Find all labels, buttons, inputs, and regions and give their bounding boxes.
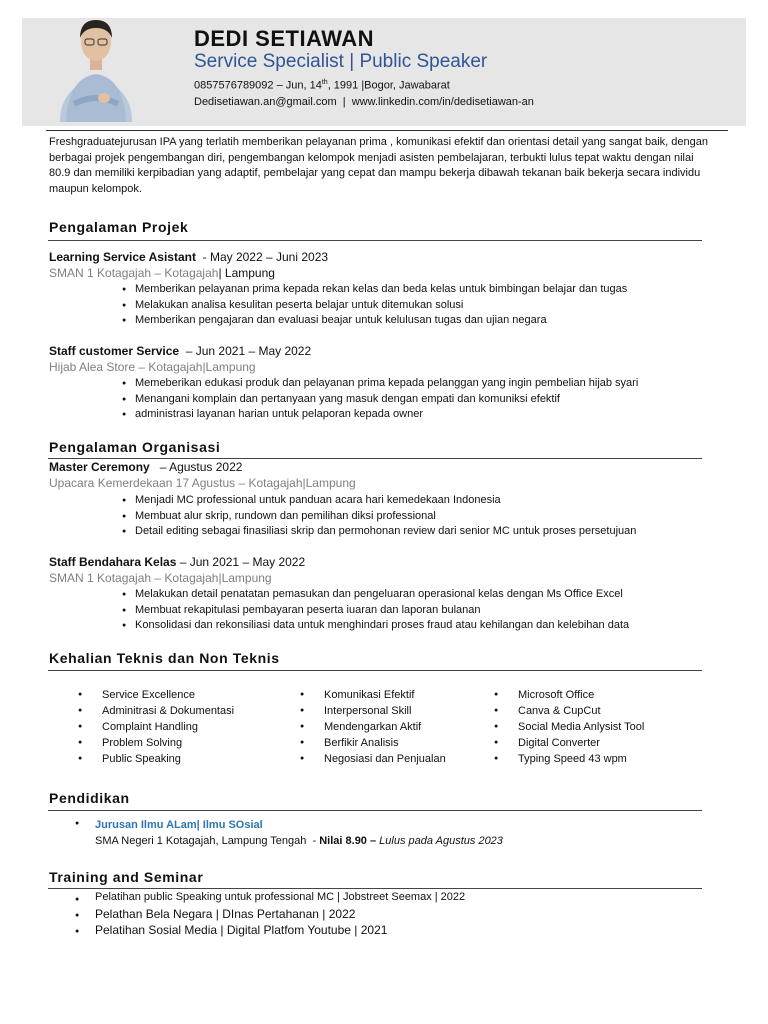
bullet: ● xyxy=(75,820,80,827)
list-item: ● Problem Solving xyxy=(78,735,234,751)
list-item: ● Digital Converter xyxy=(494,735,644,751)
linkedin-link[interactable]: www.linkedin.com/in/dedisetiawan-an xyxy=(351,96,534,108)
entry-title xyxy=(49,460,242,474)
entry-organization: SMAN 1 Kotagajah – Kotagajah|Lampung xyxy=(49,571,272,585)
list-item: ● Service Excellence xyxy=(78,687,234,703)
list-item: ● Menjadi MC professional untuk panduan acara hari kemedekaan Indonesia xyxy=(122,493,636,509)
contact-line xyxy=(194,79,450,92)
section-title-education: Pendidikan xyxy=(49,790,130,806)
entry-dates: – Agustus 2022 xyxy=(149,460,243,474)
list-item: ● Pelathan Bela Negara | DInas Pertahanan | 2022 xyxy=(75,906,387,922)
entry-location: | Lampung xyxy=(218,266,275,280)
list-item: ● Microsoft Office xyxy=(494,687,644,703)
section-divider xyxy=(48,458,702,459)
full-name: DEDI SETIAWAN xyxy=(194,26,375,51)
section-divider xyxy=(48,810,702,811)
list-item: ● Canva & CupCut xyxy=(494,703,644,719)
entry-org: SMAN 1 Kotagajah – Kotagajah xyxy=(49,266,219,280)
entry-organization: Hijab Alea Store – Kotagajah|Lampung xyxy=(49,360,256,374)
entry-bullets xyxy=(122,493,636,540)
list-item: ● Melakukan analisa kesulitan peserta belajar untuk ditemukan solusi xyxy=(122,298,627,314)
profile-summary: Freshgraduatejurusan IPA yang terlatih memberikan pelayanan prima , komunikasi efektif dan orientasi detail yang sangat baik, dengan berbagai projek pengembangan diri, pengembangan kelompok menjadi asisten pembelajaran, terbukti lulus tepat waktu dengan nilai 80.9 dan memiliki kerpibadian yang adaptif, pembelajar yang cepat dan mampu bekerja dibawah tekanan baik bekerja secara individu maupun kelompok. xyxy=(49,136,708,195)
entry-bullets xyxy=(122,587,629,634)
entry-dates: – Jun 2021 – May 2022 xyxy=(176,555,306,569)
entry-role: Staff customer Service xyxy=(49,344,180,358)
list-item: ● Pelatihan Sosial Media | Digital Platfom Youtube | 2021 xyxy=(75,922,387,938)
list-item: ● Konsolidasi dan rekonsiliasi data untuk menghindari proses fraud atau kehilangan dan kelebihan data xyxy=(122,618,629,634)
list-item: ● Pelatihan public Speaking untuk professional MC | Jobstreet Seemax | 2022 xyxy=(75,890,465,905)
contact-separator: | xyxy=(336,96,352,108)
entry-bullets xyxy=(122,376,638,423)
section-title-training: Training and Seminar xyxy=(49,869,204,885)
education-school: SMA Negeri 1 Kotagajah, Lampung Tengah - xyxy=(95,835,320,847)
list-item: ● Menangani komplain dan pertanyaan yang masuk dengan empati dan komuniksi efektif xyxy=(122,392,638,408)
header-divider xyxy=(46,130,728,131)
education-graduated: Lulus pada Agustus 2023 xyxy=(379,835,503,847)
entry-role: Staff Bendahara Kelas xyxy=(49,555,177,569)
dob-location: , 1991 |Bogor, Jawabarat xyxy=(327,79,450,92)
entry-dates: – Jun 2021 – May 2022 xyxy=(179,344,312,358)
section-title-organization: Pengalaman Organisasi xyxy=(49,439,221,455)
education-school-line xyxy=(95,835,503,847)
entry-title xyxy=(49,344,311,358)
section-title-skills: Kehalian Teknis dan Non Teknis xyxy=(49,650,280,666)
dob-superscript: th xyxy=(321,79,328,86)
list-item: ● Negosiasi dan Penjualan xyxy=(300,751,446,767)
section-divider xyxy=(48,670,702,671)
training-list-small xyxy=(75,890,465,905)
list-item: ● Berfikir Analisis xyxy=(300,735,446,751)
list-item: ● Typing Speed 43 wpm xyxy=(494,751,644,767)
phone-dob: 0857576789092 – Jun, 14 xyxy=(194,79,322,92)
entry-role: Learning Service Asistant xyxy=(49,250,196,264)
entry-organization: Upacara Kemerdekaan 17 Agustus – Kotagajah|Lampung xyxy=(49,476,356,490)
list-item: ● Komunikasi Efektif xyxy=(300,687,446,703)
entry-bullets xyxy=(122,282,627,329)
email-link[interactable]: Dedisetiawan.an@gmail.com xyxy=(194,96,337,108)
list-item: ● Complaint Handling xyxy=(78,719,234,735)
skills-column-2 xyxy=(300,687,446,767)
list-item: ● Membuat alur skrip, rundown dan pemilihan diksi professional xyxy=(122,509,636,525)
list-item: ● Adminitrasi & Dokumentasi xyxy=(78,703,234,719)
list-item: ● Detail editing sebagai finasiliasi skrip dan permohonan review dari senior MC untuk proses persetujuan xyxy=(122,524,636,540)
entry-title xyxy=(49,250,328,264)
entry-organization xyxy=(49,266,275,280)
education-grade: Nilai 8.90 – xyxy=(319,835,380,847)
training-list xyxy=(75,906,387,938)
section-title-projects: Pengalaman Projek xyxy=(49,219,189,235)
education-major: Jurusan Ilmu ALam| Ilmu SOsial xyxy=(95,819,263,831)
list-item: ● Social Media Anlysist Tool xyxy=(494,719,644,735)
job-title: Service Specialist | Public Speaker xyxy=(194,51,488,72)
list-item: ● administrasi layanan harian untuk pelaporan kepada owner xyxy=(122,407,638,423)
entry-title xyxy=(49,555,305,569)
list-item: ● Interpersonal Skill xyxy=(300,703,446,719)
list-item: ● Melakukan detail penatatan pemasukan dan pengeluaran operasional kelas dengan Ms Office Excel xyxy=(122,587,629,603)
entry-role: Master Ceremony xyxy=(49,460,150,474)
list-item: ● Memberikan pelayanan prima kepada rekan kelas dan beda kelas untuk bimbingan belajar dan tugas xyxy=(122,282,627,298)
list-item: ● Memberikan pengajaran dan evaluasi beajar untuk kelulusan tugas dan ujian negara xyxy=(122,313,627,329)
list-item: ● Membuat rekapitulasi pembayaran peserta iuaran dan laporan bulanan xyxy=(122,603,629,619)
list-item: ● Mendengarkan Aktif xyxy=(300,719,446,735)
list-item: ● Public Speaking xyxy=(78,751,234,767)
skills-column-1 xyxy=(78,687,234,767)
profile-photo xyxy=(60,8,132,122)
entry-dates: - May 2022 – Juni 2023 xyxy=(195,250,329,264)
skills-column-3 xyxy=(494,687,644,767)
section-divider xyxy=(48,888,702,889)
contact-line-2 xyxy=(194,96,534,108)
list-item: ● Memeberikan edukasi produk dan pelayanan prima kepada pelanggan yang ingin pembelian hijab syari xyxy=(122,376,638,392)
section-divider xyxy=(48,240,702,241)
